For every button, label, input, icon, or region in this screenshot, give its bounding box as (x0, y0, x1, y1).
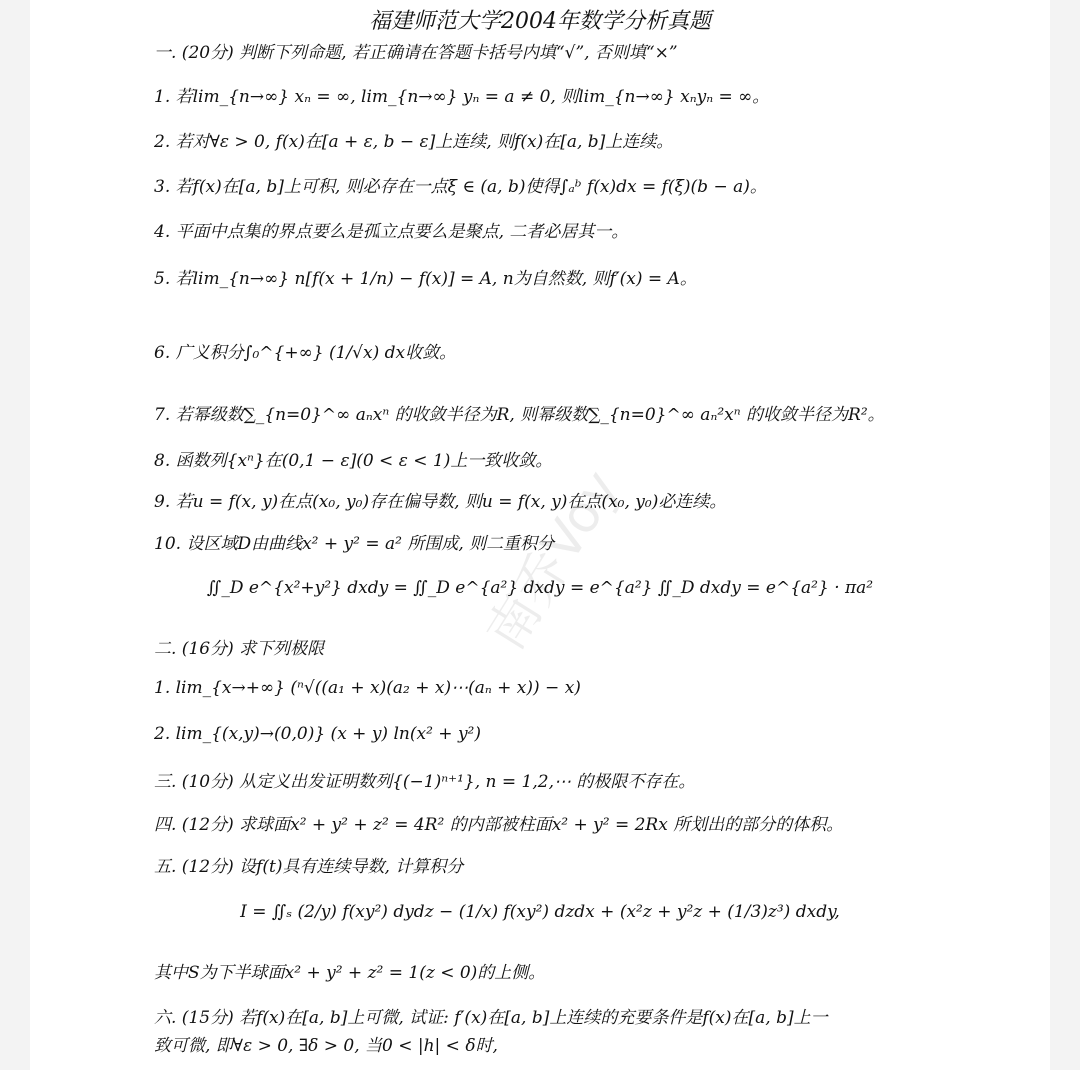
section-3: 三. (10分) 从定义出发证明数列{(−1)ⁿ⁺¹}, n = 1,2,⋯ 的极限不存在。 (154, 772, 696, 792)
s2-item-2: 2. lim_{(x,y)→(0,0)} (x + y) ln(x² + y²) (154, 724, 481, 744)
section-1-header: 一. (20分) 判断下列命题, 若正确请在答题卡括号内填“√”, 否则填“×” (154, 43, 678, 63)
s1-item-10: 10. 设区域D由曲线x² + y² = a² 所围成, 则二重积分 (154, 534, 555, 554)
s1-item-3: 3. 若f(x)在[a, b]上可积, 则必存在一点ξ ∈ (a, b)使得∫ₐᵇ f(x)dx = f(ξ)(b − a)。 (154, 177, 767, 197)
s1-item-4: 4. 平面中点集的界点要么是孤立点要么是聚点, 二者必居其一。 (154, 222, 629, 242)
section-5-note: 其中S为下半球面x² + y² + z² = 1(z < 0)的上侧。 (154, 963, 546, 983)
section-6-line-2: 致可微, 即∀ε > 0, ∃δ > 0, 当0 < |h| < δ时, (154, 1036, 498, 1056)
exam-page (30, 0, 1050, 1070)
s1-item-2: 2. 若对∀ε > 0, f(x)在[a + ε, b − ε]上连续, 则f(x)在[a, b]上连续。 (154, 132, 674, 152)
section-4: 四. (12分) 求球面x² + y² + z² = 4R² 的内部被柱面x² + y² = 2Rx 所划出的部分的体积。 (154, 815, 844, 835)
watermark: 南乔Voy (475, 460, 632, 661)
s1-item-7: 7. 若幂级数∑_{n=0}^∞ aₙxⁿ 的收敛半径为R, 则幂级数∑_{n=0}^∞ aₙ²xⁿ 的收敛半径为R²。 (154, 405, 885, 425)
s1-item-1: 1. 若lim_{n→∞} xₙ = ∞, lim_{n→∞} yₙ = a ≠ 0, 则lim_{n→∞} xₙyₙ = ∞。 (154, 87, 770, 107)
item-10-formula: ∬_D e^{x²+y²} dxdy = ∬_D e^{a²} dxdy = e^{a²} ∬_D dxdy = e^{a²} · πa² (206, 578, 874, 598)
section-6-line-1: 六. (15分) 若f(x)在[a, b]上可微, 试证: f′(x)在[a, b]上连续的充要条件是f(x)在[a, b]上一 (154, 1008, 828, 1028)
s1-item-9: 9. 若u = f(x, y)在点(x₀, y₀)存在偏导数, 则u = f(x, y)在点(x₀, y₀)必连续。 (154, 492, 727, 512)
section-2-header: 二. (16分) 求下列极限 (154, 639, 325, 659)
section-5-formula: I = ∬ₛ (2/y) f(xy²) dydz − (1/x) f(xy²) dzdx + (x²z + y²z + (1/3)z³) dxdy, (240, 902, 840, 922)
section-5-header: 五. (12分) 设f(t)具有连续导数, 计算积分 (154, 857, 464, 877)
page-title: 福建师范大学2004年数学分析真题 (369, 9, 711, 34)
s1-item-6: 6. 广义积分∫₀^{+∞} (1/√x) dx收敛。 (154, 343, 457, 363)
s1-item-8: 8. 函数列{xⁿ}在(0,1 − ε](0 < ε < 1)上一致收敛。 (154, 451, 553, 471)
s1-item-5: 5. 若lim_{n→∞} n[f(x + 1/n) − f(x)] = A, n为自然数, 则f′(x) = A。 (154, 269, 697, 289)
s2-item-1: 1. lim_{x→+∞} (ⁿ√((a₁ + x)(a₂ + x)⋯(aₙ + x)) − x) (154, 678, 581, 698)
